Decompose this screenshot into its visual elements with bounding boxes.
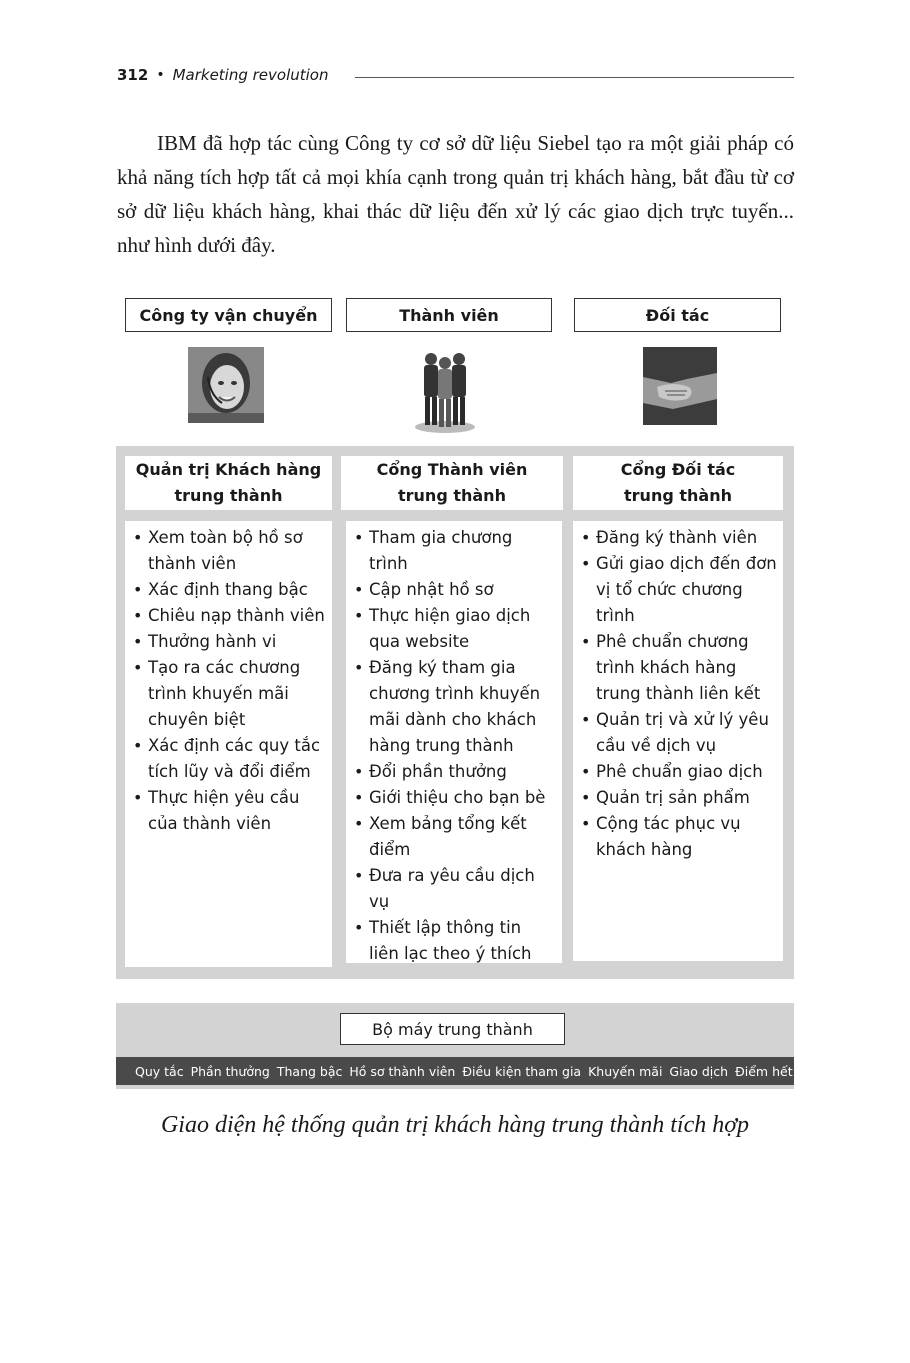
header-rule xyxy=(355,77,795,78)
list-item: • Quản trị và xử lý yêu cầu về dịch vụ xyxy=(581,707,777,759)
loyalty-engine-panel xyxy=(116,1003,821,1089)
column-title-line1: Cổng Đối tác xyxy=(620,460,736,479)
engine-item-eligibility: Điều kiện tham gia xyxy=(462,1063,582,1079)
list-item: • Phê chuẩn giao dịch xyxy=(581,759,777,785)
engine-item-tiers: Thang bậc xyxy=(276,1063,343,1079)
business-people-icon xyxy=(413,347,477,433)
engine-item-rules: Quy tắc xyxy=(135,1063,184,1079)
column-title-line2: trung thành xyxy=(624,486,732,505)
label-member: Thành viên xyxy=(346,298,552,332)
column-title-partner-portal xyxy=(573,456,783,510)
column-title-member-portal xyxy=(341,456,563,510)
running-header xyxy=(117,62,794,88)
list-item: • Đưa ra yêu cầu dịch vụ xyxy=(354,863,556,915)
column-list-member-portal xyxy=(346,521,562,963)
list-item: • Đổi phần thưởng xyxy=(354,759,556,785)
column-list-partner-portal xyxy=(573,521,783,961)
list-item: • Tạo ra các chương trình khuyến mãi chuyên biệt xyxy=(133,655,326,733)
label-partner: Đối tác xyxy=(574,298,781,332)
list-item: • Thực hiện yêu cầu của thành viên xyxy=(133,785,326,837)
list-item: • Phê chuẩn chương trình khách hàng trung thành liên kết xyxy=(581,629,777,707)
engine-item-rewards: Phần thưởng xyxy=(190,1063,270,1079)
list-item: • Thiết lập thông tin liên lạc theo ý thích xyxy=(354,915,556,967)
engine-item-transactions: Giao dịch xyxy=(669,1063,729,1079)
list-item: • Chiêu nạp thành viên xyxy=(133,603,326,629)
engine-item-member-profile: Hồ sơ thành viên xyxy=(349,1063,456,1079)
page-number: 312 xyxy=(117,66,149,84)
headset-operator-icon xyxy=(188,347,264,423)
engine-item-points-expiry: Điểm hết hạn xyxy=(735,1063,821,1079)
figure-caption: Giao diện hệ thống quản trị khách hàng trung thành tích hợp xyxy=(160,1112,750,1138)
label-shipping-company: Công ty vận chuyển xyxy=(125,298,332,332)
loyalty-engine-label: Bộ máy trung thành xyxy=(340,1013,565,1045)
body-paragraph: IBM đã hợp tác cùng Công ty cơ sở dữ liệu Siebel tạo ra một giải pháp có khả năng tích hợp tất cả mọi khía cạnh trong quản trị khách hàng, bắt đầu từ cơ sở dữ liệu khách hàng, khai thác dữ liệu đến xử lý các giao dịch trực tuyến... như hình dưới đây. xyxy=(117,131,794,257)
column-title-line2: trung thành xyxy=(398,486,506,505)
list-item: • Đăng ký thành viên xyxy=(581,525,777,551)
list-item: • Xem bảng tổng kết điểm xyxy=(354,811,556,863)
list-item: • Giới thiệu cho bạn bè xyxy=(354,785,556,811)
engine-components-bar xyxy=(116,1057,821,1085)
column-title-line2: trung thành xyxy=(174,486,283,505)
list-item: • Đăng ký tham gia chương trình khuyến mãi dành cho khách hàng trung thành xyxy=(354,655,556,759)
list-item: • Xác định thang bậc xyxy=(133,577,326,603)
list-item: • Tham gia chương trình xyxy=(354,525,556,577)
list-item: • Gửi giao dịch đến đơn vị tổ chức chương trình xyxy=(581,551,777,629)
engine-item-promotions: Khuyến mãi xyxy=(588,1063,663,1079)
column-title-line1: Cổng Thành viên xyxy=(376,460,528,479)
list-item: • Thưởng hành vi xyxy=(133,629,326,655)
list-item: • Xác định các quy tắc tích lũy và đổi điểm xyxy=(133,733,326,785)
book-title: Marketing revolution xyxy=(172,66,329,84)
column-title-line1: Quản trị Khách hàng xyxy=(135,460,322,479)
list-item: • Cập nhật hồ sơ xyxy=(354,577,556,603)
list-item: • Quản trị sản phẩm xyxy=(581,785,777,811)
list-item: • Thực hiện giao dịch qua website xyxy=(354,603,556,655)
header-bullet: • xyxy=(156,67,165,83)
column-list-loyalty-management xyxy=(125,521,332,967)
list-item: • Cộng tác phục vụ khách hàng xyxy=(581,811,777,863)
portal-panel xyxy=(116,446,794,979)
column-title-loyalty-management xyxy=(125,456,332,510)
list-item: • Xem toàn bộ hồ sơ thành viên xyxy=(133,525,326,577)
handshake-icon xyxy=(643,347,717,425)
